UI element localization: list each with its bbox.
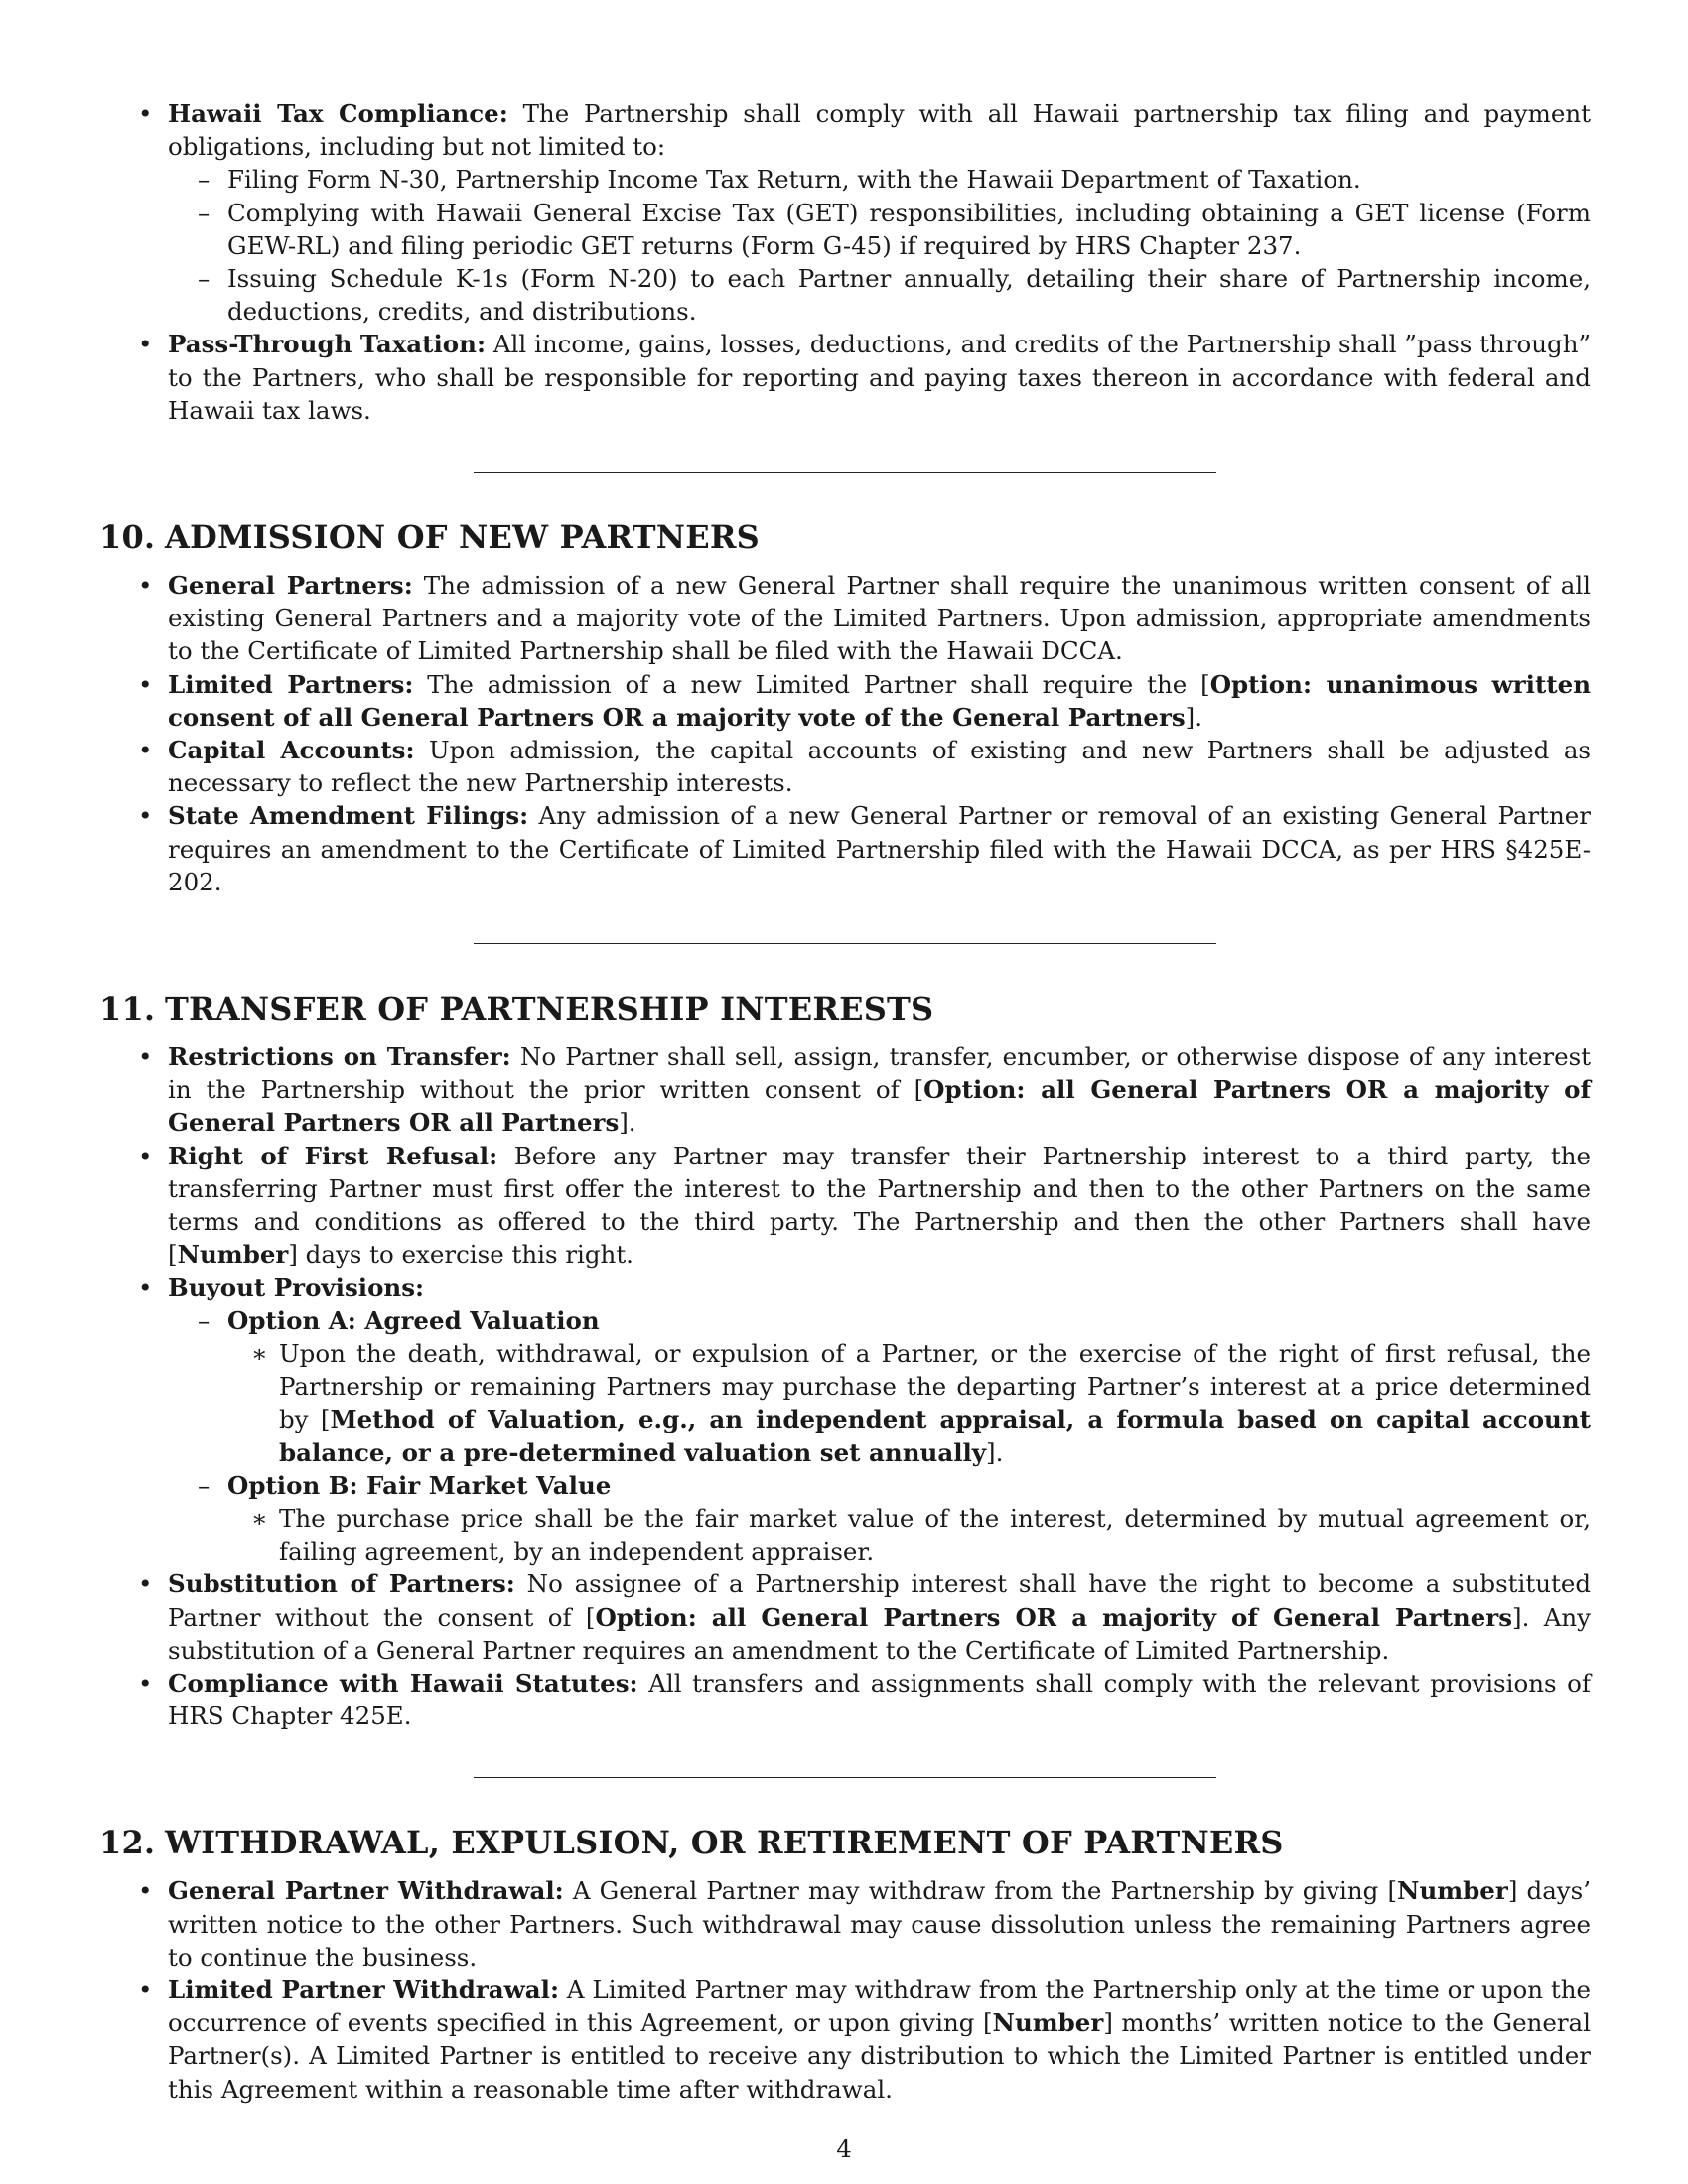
list-item-limited-partners bbox=[168, 668, 1591, 734]
page-number: 4 bbox=[836, 2134, 852, 2163]
list-item-state-amendment bbox=[168, 799, 1591, 898]
pass-through-text: All income, gains, losses, deductions, and credits of the Partnership shall ”pass through” to the Partners, who shall be responsible for reporting and paying taxes thereon in accordance with federal and Hawaii tax laws. bbox=[168, 330, 1592, 425]
section-title: WITHDRAWAL, EXPULSION, OR RETIREMENT OF PARTNERS bbox=[165, 1824, 1284, 1862]
list-item-restrictions bbox=[168, 1040, 1591, 1140]
list-item-general-partners bbox=[168, 569, 1591, 668]
section-title: ADMISSION OF NEW PARTNERS bbox=[165, 518, 760, 557]
list-item-capital-accounts bbox=[168, 734, 1591, 799]
item-label: Right of First Refusal: bbox=[168, 1141, 498, 1170]
item-text: The admission of a new General Partner shall require the unanimous written consent of all existing General Partners and a majority vote of the Limited Partners. Upon admission, appropriate amendments to the Certificate of Limited Partnership shall be filed with the Hawaii DCCA. bbox=[168, 571, 1591, 666]
pass-through-label: Pass-Through Taxation: bbox=[168, 330, 487, 359]
section-heading-12 bbox=[99, 1823, 1591, 1862]
hawaii-tax-text: The Partnership shall comply with all Hawaii partnership tax filing and payment obligations, including but not limited to: bbox=[168, 99, 1591, 162]
item-label: State Amendment Filings: bbox=[168, 801, 529, 831]
sub-sub-item-fair-market bbox=[279, 1502, 1591, 1568]
item-text: Any admission of a new General Partner or removal of an existing General Partner requires an amendment to the Certificate of Limited Partnership filed with the Hawaii DCCA, as per HRS §425E-202. bbox=[168, 801, 1591, 896]
section-11-body bbox=[99, 1040, 1591, 1732]
sub-sub-item-agreed-valuation bbox=[279, 1337, 1591, 1469]
item-text: A General Partner may withdraw from the Partnership by giving [ bbox=[572, 1876, 1398, 1906]
list-item-pass-through bbox=[168, 328, 1591, 427]
item-text-end: ] days’ written notice to the other Partners. Such withdrawal may cause dissolution unless the remaining Partners agree to continue the business. bbox=[168, 1876, 1591, 1972]
sub-item-label: Option B: Fair Market Value bbox=[227, 1470, 612, 1500]
list-item-lp-withdrawal bbox=[168, 1974, 1591, 2106]
section-number: 11. bbox=[99, 990, 156, 1028]
item-text: Before any Partner may transfer their Partnership interest to a third party, the transferring Partner must first offer the interest to the Partnership and then to the other Partners on the same terms and conditions as offered to the third party. The Partnership and then the other Partners shall have [ bbox=[168, 1141, 1592, 1270]
sub-item-option-a bbox=[227, 1304, 1591, 1469]
item-label: Restrictions on Transfer: bbox=[168, 1042, 511, 1072]
option-placeholder: Option: all General Partners OR a majority of General Partners OR all Partners bbox=[168, 1075, 1591, 1138]
option-placeholder: Option: unanimous written consent of all General Partners OR a majority vote of the General Partners bbox=[168, 669, 1592, 732]
section-divider bbox=[474, 472, 1216, 473]
item-label: General Partners: bbox=[168, 571, 413, 601]
list-item-substitution bbox=[168, 1568, 1591, 1667]
item-label: Buyout Provisions: bbox=[168, 1273, 425, 1302]
item-text: Upon the death, withdrawal, or expulsion of a Partner, or the exercise of the right of first refusal, the Partnership or remaining Partners may purchase the departing Partner’s interest at a price determined by [ bbox=[279, 1338, 1591, 1434]
item-label: Compliance with Hawaii Statutes: bbox=[168, 1668, 638, 1698]
item-label: Limited Partners: bbox=[168, 669, 414, 699]
sub-item-text: Issuing Schedule K-1s (Form N-20) to each Partner annually, detailing their share of Partnership income, deductions, credits, and distributions. bbox=[227, 264, 1591, 327]
item-text-end: ]. bbox=[986, 1437, 1004, 1467]
item-label: General Partner Withdrawal: bbox=[168, 1876, 564, 1906]
item-text: The purchase price shall be the fair market value of the interest, determined by mutual agreement or, failing agreement, by an independent appraiser. bbox=[279, 1503, 1591, 1567]
section-heading-10 bbox=[99, 517, 1591, 557]
list-item-compliance bbox=[168, 1667, 1591, 1732]
section-divider bbox=[474, 943, 1216, 944]
item-text: No Partner shall sell, assign, transfer, encumber, or otherwise dispose of any interest in the Partnership without the prior written consent of [ bbox=[168, 1042, 1591, 1105]
item-text-end: ] months’ written notice to the General Partner(s). A Limited Partner is entitled to receive any distribution to which the Limited Partner is entitled under this Agreement within a reasonable time after withdrawal. bbox=[168, 2008, 1592, 2104]
section-number: 10. bbox=[99, 518, 156, 557]
item-text: All transfers and assignments shall comply with the relevant provisions of HRS Chapter 425E. bbox=[168, 1668, 1591, 1731]
list-item-gp-withdrawal bbox=[168, 1874, 1591, 1974]
sub-item-get bbox=[227, 197, 1591, 262]
item-text: No assignee of a Partnership interest shall have the right to become a substituted Partner without the consent of [ bbox=[168, 1570, 1591, 1632]
sub-item-option-b bbox=[227, 1469, 1591, 1569]
sub-item-k1 bbox=[227, 262, 1591, 328]
sub-item-label: Option A: Agreed Valuation bbox=[227, 1305, 600, 1335]
number-placeholder: Number bbox=[992, 2008, 1104, 2038]
item-text-end: ] days to exercise this right. bbox=[288, 1240, 633, 1270]
item-label: Capital Accounts: bbox=[168, 736, 415, 765]
section-heading-11 bbox=[99, 989, 1591, 1028]
item-text-end: ]. bbox=[619, 1108, 636, 1138]
item-label: Limited Partner Withdrawal: bbox=[168, 1975, 559, 2004]
sub-item-text: Complying with Hawaii General Excise Tax (GET) responsibilities, including obtaining a GET license (Form GEW-RL) and filing periodic GET returns (Form G-45) if required by HRS Chapter 237. bbox=[227, 198, 1591, 260]
item-text: A Limited Partner may withdraw from the Partnership only at the time or upon the occurrence of events specified in this Agreement, or upon giving [ bbox=[168, 1975, 1591, 2038]
option-placeholder: Option: all General Partners OR a majority of General Partners bbox=[595, 1602, 1513, 1632]
section-divider bbox=[474, 1777, 1216, 1778]
list-item-hawaii-tax bbox=[168, 97, 1591, 328]
item-text-end: ]. bbox=[1185, 702, 1203, 732]
sub-item-form-n30 bbox=[227, 163, 1591, 196]
list-item-buyout bbox=[168, 1271, 1591, 1568]
tax-section bbox=[99, 97, 1591, 427]
section-title: TRANSFER OF PARTNERSHIP INTERESTS bbox=[165, 990, 934, 1028]
section-10-body bbox=[99, 569, 1591, 898]
item-text: Upon admission, the capital accounts of existing and new Partners shall be adjusted as necessary to reflect the new Partnership interests. bbox=[168, 736, 1592, 798]
item-text: The admission of a new Limited Partner shall require the [ bbox=[427, 669, 1210, 699]
sub-item-text: Filing Form N-30, Partnership Income Tax Return, with the Hawaii Department of Taxation. bbox=[227, 165, 1361, 195]
list-item-first-refusal bbox=[168, 1140, 1591, 1272]
item-text-end: ]. Any substitution of a General Partner requires an amendment to the Certificate of Limited Partnership. bbox=[168, 1602, 1592, 1665]
hawaii-tax-label: Hawaii Tax Compliance: bbox=[168, 99, 508, 128]
number-placeholder: Number bbox=[177, 1240, 289, 1270]
method-placeholder: Method of Valuation, e.g., an independent appraisal, a formula based on capital account balance, or a pre-determined valuation set annually bbox=[279, 1405, 1591, 1467]
section-number: 12. bbox=[99, 1824, 156, 1862]
item-label: Substitution of Partners: bbox=[168, 1570, 515, 1599]
number-placeholder: Number bbox=[1397, 1876, 1508, 1906]
section-12-body bbox=[99, 1874, 1591, 2105]
